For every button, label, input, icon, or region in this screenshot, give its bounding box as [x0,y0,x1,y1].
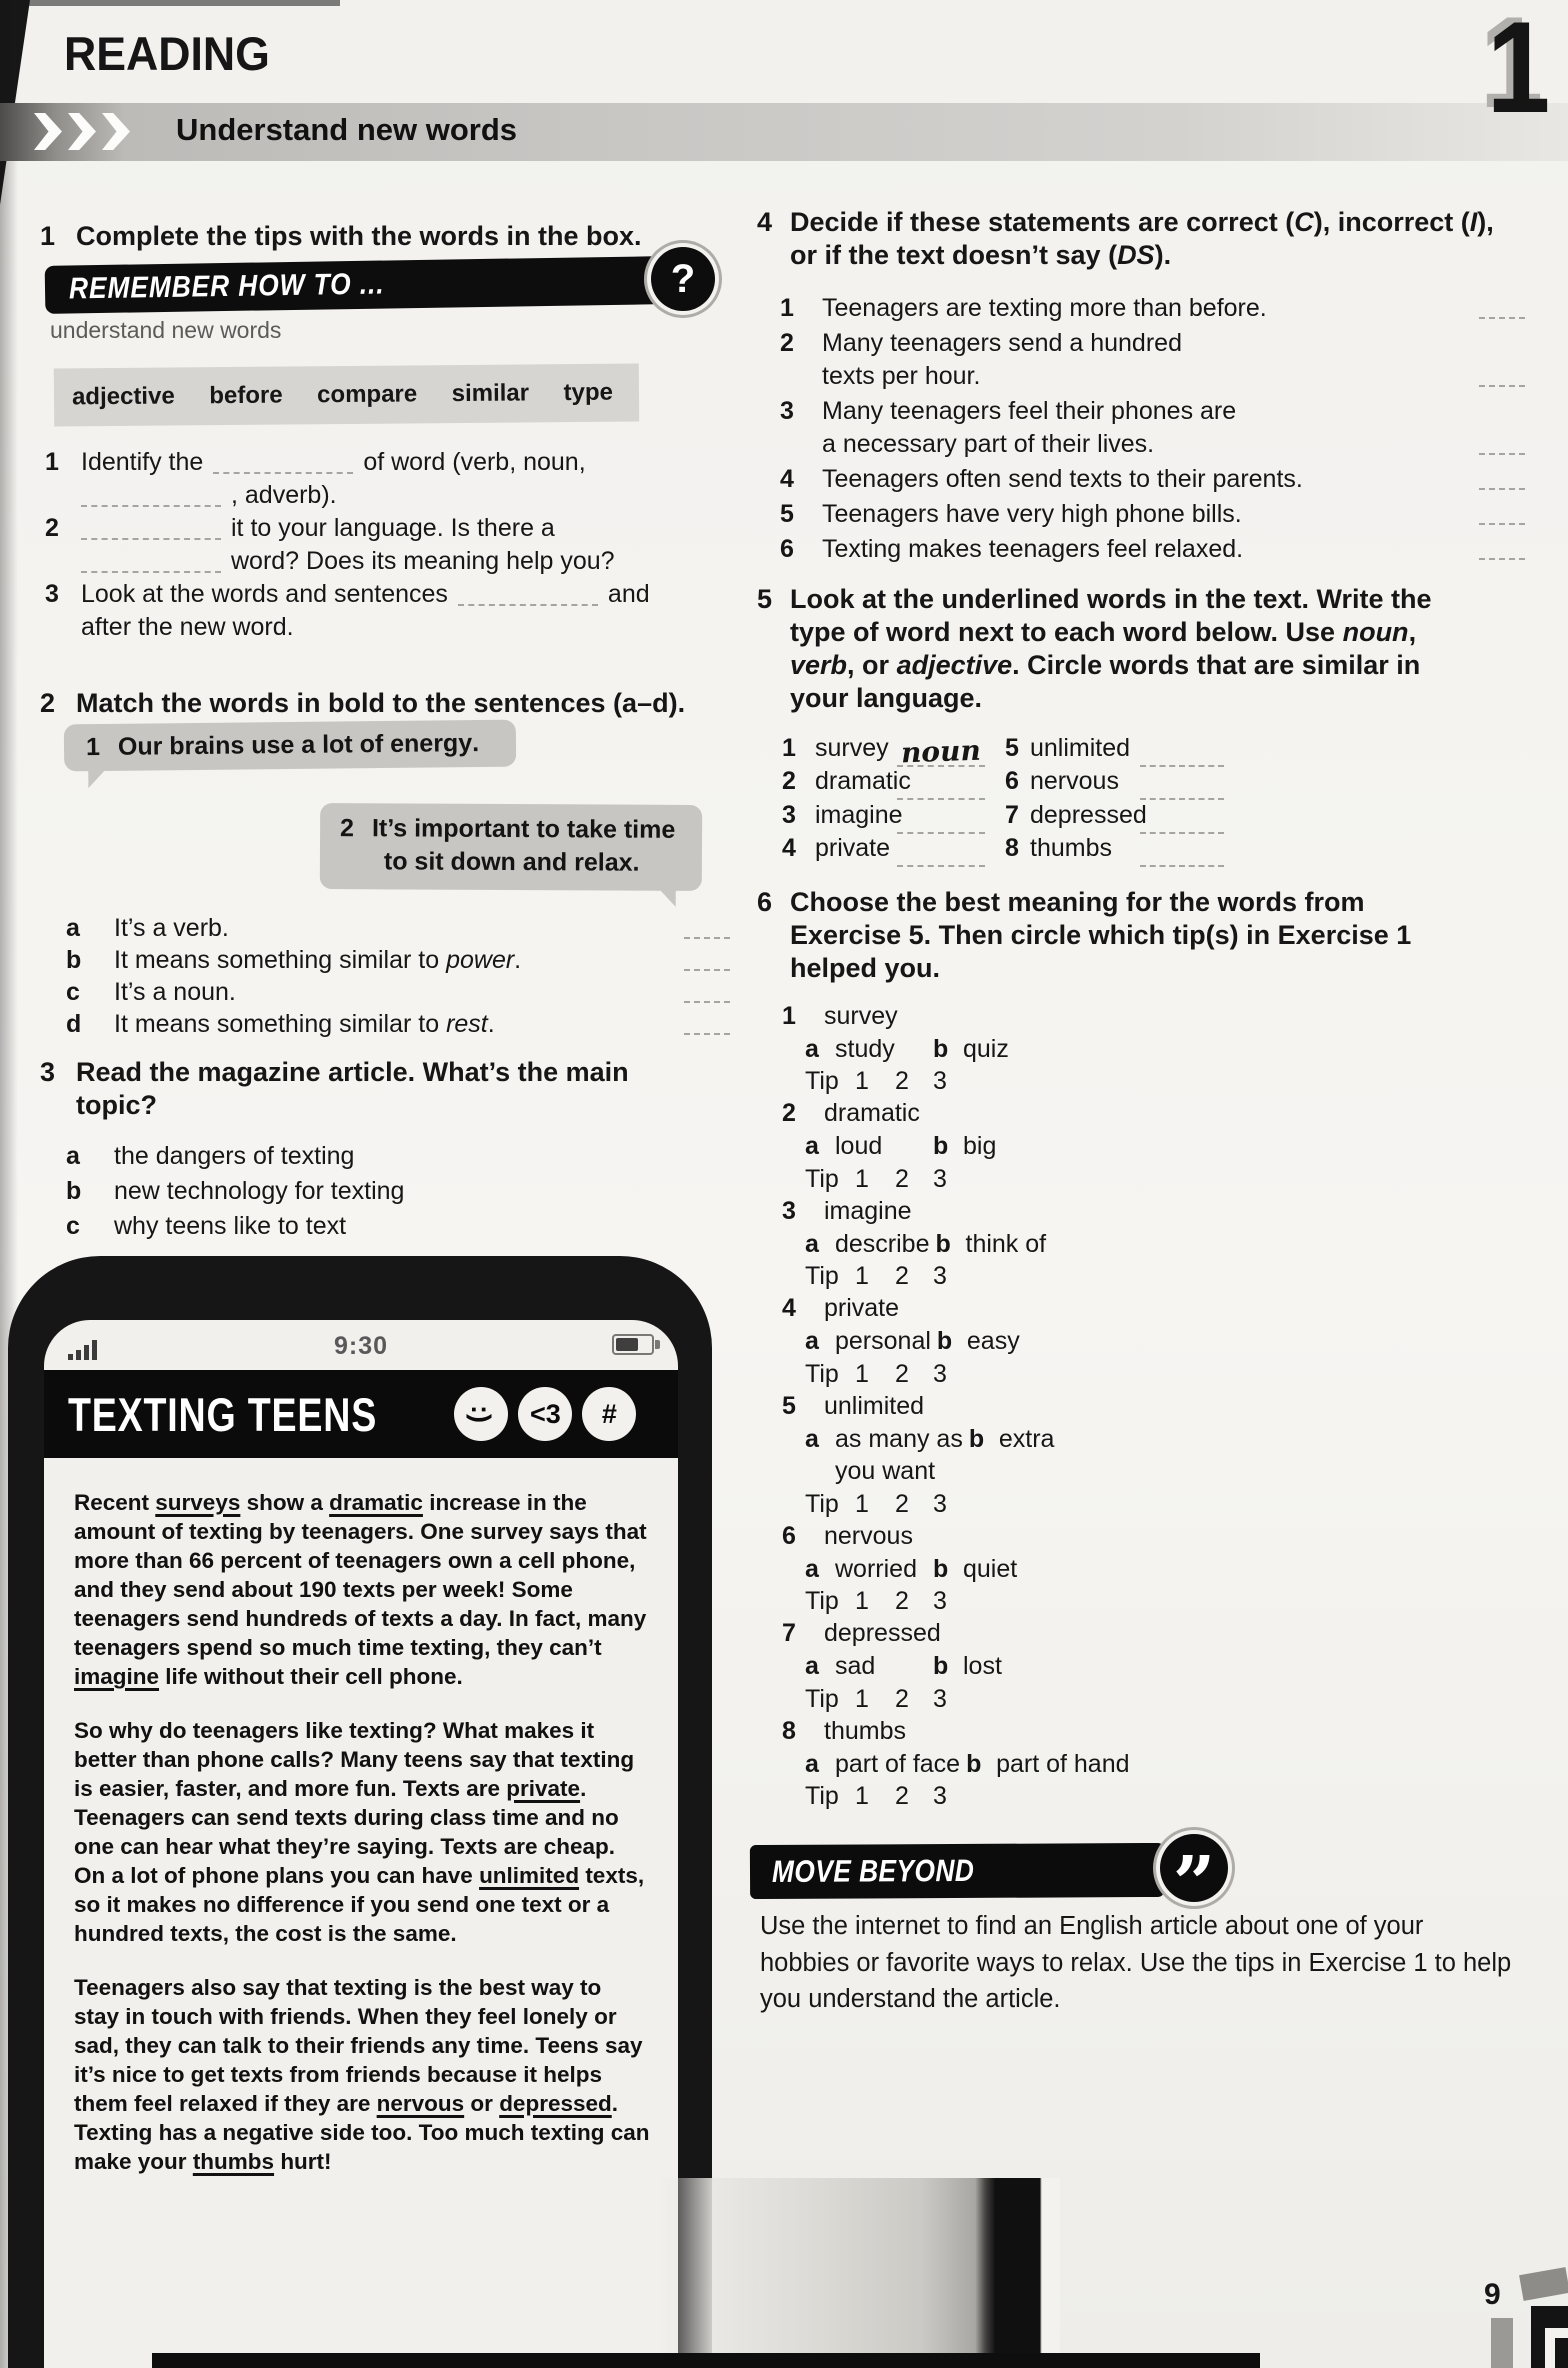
article-paragraph-1: Recent surveys show a dramatic increase in the amount of texting by teenagers. One survey says that more than 66 percent of teenagers own a cell phone, and they send about 190 texts per week! Some teenagers send hundreds of texts a day. In fact, many teenagers spend so much time texting, they can’t imagine life without their cell phone. [74,1490,647,1689]
answer-blank [1479,365,1525,387]
answer-blank [897,770,985,800]
ex4-item-6: 6 Texting makes teenagers feel relaxed. [780,533,1525,566]
answer-blank [684,981,730,1003]
ex3-heading: 3 Read the magazine article. What’s the main topic? [40,1056,680,1122]
answer-blank [81,551,221,573]
ex1-tip-3: 3 Look at the words and sentences and after the new word. [45,580,650,641]
answer-blank [897,804,985,834]
hashtag-icon: # [582,1387,636,1441]
answer-blank [684,1013,730,1035]
tip-circle-row: Tip 1 2 3 [805,1067,947,1095]
answer-blank [81,518,221,540]
tip-circle-row: Tip 1 2 3 [805,1684,947,1713]
scan-page-curl [656,2178,1060,2368]
clock-time: 9:30 [333,1332,389,1360]
answer-blank [897,837,985,867]
ex2-item-a: a It’s a verb. [66,912,732,944]
answer-blank [458,584,598,606]
answer-blank [684,949,730,971]
ex2-item-c: c It’s a noun. [66,976,732,1008]
chevrons-icon [34,113,130,150]
magazine-article [44,1458,678,2176]
ex2-item-d: d It means something similar to rest. [66,1008,732,1040]
answer-blank [81,485,221,507]
answer-blank [1140,804,1224,834]
handwritten-answer: noun [900,733,982,769]
ex1-title: Complete the tips with the words in the box. [76,221,642,251]
ex2-item-b: b It means something similar to power. [66,944,732,976]
ex4-title: Decide if these statements are correct (C), incorrect (I), or if the text doesn’t say (DS). [790,207,1494,270]
question-icon: ? [651,247,715,311]
ex2-heading: 2 Match the words in bold to the sentences (a–d). [40,688,686,718]
answer-blank [213,452,353,474]
word-box-item: similar [451,379,530,408]
answer-blank [1140,837,1224,867]
ex1-tip-1: 1 Identify the of word (verb, noun, , adverb). [45,448,586,509]
tip-circle-row: Tip 1 2 3 [805,1262,947,1290]
battery-icon [612,1334,654,1355]
ex4-item-2: 2 Many teenagers send a hundred texts per hour. [780,327,1525,393]
ex6-item-3: 3 imagine a describe b think of Tip 1 2 3 [782,1195,1512,1293]
article-paragraph-2: So why do teenagers like texting? What makes it better than phone calls? Many teens say that texting is easier, faster, and more fun. Texts are private. Teenagers can send texts during class time and no one can hear what they’re saying. Texts are cheap. On a lot of phone plans you can have unlimited texts, so it makes no difference if you send one text or a hundred texts, the cost is the same. [74,1718,645,1946]
answer-blank [1479,503,1525,525]
ex5-row: 2 dramatic 6 nervous [782,767,1224,801]
ex1-heading: 1 Complete the tips with the words in the box. [40,221,642,251]
word-box-item: compare [317,380,418,409]
corner-graphic [1491,2318,1513,2368]
article-title: TEXTING TEENS [68,1387,378,1441]
speech-bubble-1: 1 Our brains use a lot of energy. [64,720,516,772]
ex6-item-4: 4 private a personal b easy Tip 1 2 3 [782,1293,1512,1391]
tip-circle-row: Tip 1 2 3 [805,1359,947,1388]
ex5-title: Look at the underlined words in the text. Write the type of word next to each word below. Use noun, verb, or adjective. Circle words that are similar in your language. [790,584,1432,713]
phone-illustration [8,1256,712,2368]
answer-blank [1140,737,1224,767]
masthead-badges [454,1387,636,1441]
ex4-heading: 4 Decide if these statements are correct (C), incorrect (I), or if the text doesn’t say (DS). [757,206,1517,272]
tip-circle-row: Tip 1 2 3 [805,1489,947,1518]
move-beyond-banner [750,1843,1164,1899]
ex3-option-c: c why teens like to text [66,1212,347,1240]
ex5-row: 4 private 8 thumbs [782,834,1224,868]
ex3-option-a: a the dangers of texting [66,1142,355,1170]
answer-blank [897,733,985,769]
ex6-item-2: 2 dramatic a loud b big Tip 1 2 3 [782,1098,1512,1196]
word-box-item: adjective [71,382,175,411]
ex4-item-4: 4 Teenagers often send texts to their parents. [780,463,1525,496]
smiley-icon: :) [454,1387,508,1441]
corner-graphic [1519,2267,1568,2301]
chevron-icon [102,113,130,150]
answer-blank [1479,433,1525,455]
ex4-item-1: 1 Teenagers are texting more than before. [780,292,1525,325]
ex5-row: 3 imagine 7 depressed [782,800,1224,834]
ex1-tips [45,446,735,644]
tip-circle-row: Tip 1 2 3 [805,1164,947,1193]
ex6-item-8: 8 thumbs a part of face b part of hand Tip 1 2 3 [782,1715,1512,1813]
chevron-icon [68,113,96,150]
answer-blank [1479,468,1525,490]
word-box-item: before [209,381,283,410]
ex5-word-grid [782,733,1224,867]
speech-bubble-2: 2 It’s important to take time to sit down and relax. [320,803,702,891]
ex6-item-1: 1 survey a study b quiz Tip 1 2 3 [782,1000,1512,1098]
answer-blank [684,917,730,939]
article-paragraph-3: Teenagers also say that texting is the best way to stay in touch with friends. When they feel lonely or sad, they can talk to their friends any time. Teens say it’s nice to get texts from friends because it helps them feel relaxed if they are nervous or depressed. Texting has a negative side too. Too much texting can make your thumbs hurt! [74,1975,650,2174]
ex2-items [66,912,732,1040]
ex5-heading: 5 Look at the underlined words in the text. Write the type of word next to each word below. Use noun, verb, or adjective. Circle words that are similar in your language. [757,583,1463,715]
corner-graphic [1531,2306,1568,2368]
ex4-items [780,292,1525,568]
article-masthead [44,1370,678,1458]
ex6-item-5: 5 unlimited a as many as you want b extra Tip 1 2 3 [782,1390,1512,1520]
move-beyond-text: Use the internet to find an English article about one of your hobbies or favorite ways to relax. Use the tips in Exercise 1 to help you understand the article. [760,1912,1512,2013]
ex1-tip-2: 2 it to your language. Is there a word? Does its meaning help you? [45,514,615,575]
remember-banner-subtitle: understand new words [50,317,282,343]
unit-number: 1 [1486,0,1550,140]
remember-banner [45,256,664,314]
ex4-item-5: 5 Teenagers have very high phone bills. [780,498,1525,531]
ex3-option-b: b new technology for texting [66,1177,405,1205]
ex6-title: Choose the best meaning for the words from Exercise 5. Then circle which tip(s) in Exercise 1 helped you. [790,887,1412,983]
answer-blank [1479,538,1525,560]
word-box-item: type [563,378,614,407]
ex3-title: Read the magazine article. What’s the main topic? [76,1057,629,1120]
answer-blank [1140,770,1224,800]
strand-title: Understand new words [176,112,518,147]
scan-bottom-shadow [152,2353,1260,2368]
phone-screen [44,1320,678,2368]
chevron-icon [34,113,62,150]
move-beyond-label: MOVE BEYOND [771,1852,975,1889]
remember-banner-label: REMEMBER HOW TO ... [68,267,385,306]
ex6-heading: 6 Choose the best meaning for the words from Exercise 5. Then circle which tip(s) in Exercise 1 helped you. [757,886,1463,985]
tip-circle-row: Tip 1 2 3 [805,1782,947,1810]
ex5-row: 1 survey noun 5 unlimited [782,733,1224,767]
phone-statusbar [44,1320,678,1370]
ex3-options [66,1139,404,1244]
tip-circle-row: Tip 1 2 3 [805,1587,947,1615]
ex2-title: Match the words in bold to the sentences (a–d). [76,688,686,718]
ex6-item-7: 7 depressed a sad b lost Tip 1 2 3 [782,1618,1512,1716]
heart-icon: <3 [518,1387,572,1441]
answer-blank [1479,297,1525,319]
ex6-item-6: 6 nervous a worried b quiet Tip 1 2 3 [782,1520,1512,1618]
strand-band [0,103,1568,161]
page-number: 9 [1484,2278,1501,2311]
ex4-item-3: 3 Many teenagers feel their phones are a necessary part of their lives. [780,395,1525,461]
word-box [54,363,639,426]
section-title: READING [64,27,270,80]
ex6-items [782,1000,1512,1813]
quote-icon: ” [1160,1834,1228,1902]
scan-top-shadow [0,0,340,6]
